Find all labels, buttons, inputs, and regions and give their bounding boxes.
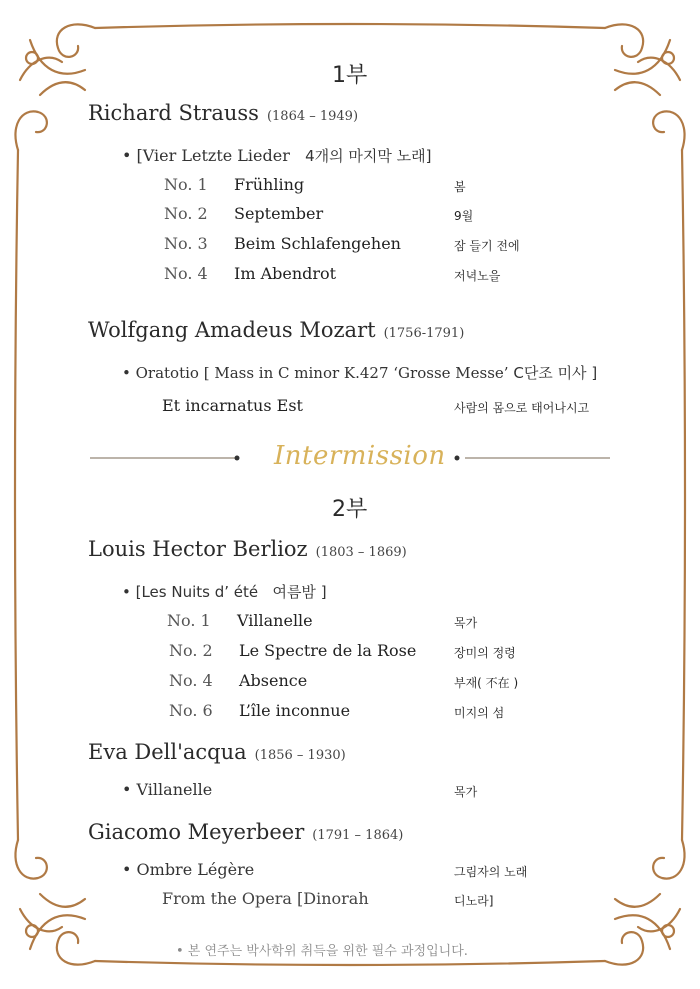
opera-source: From the Opera [Dinorah [162,889,369,908]
song-number: No. 2 [169,641,213,660]
song-row [164,204,323,223]
work-title-text: • Oratotio [ Mass in C minor K.427 ‘Grosse Messe’ [122,364,509,382]
work-title [122,581,327,602]
footer-note: • 본 연주는 박사학위 취득을 위한 필수 과정입니다. [176,944,468,959]
song-title: Absence [239,671,308,690]
work-title-ko: C단조 미사 ] [513,364,598,382]
intermission-label: Intermission [274,441,446,471]
song-number: No. 3 [164,234,208,253]
song-number: No. 4 [169,671,213,690]
composer-years: (1791 – 1864) [312,828,404,843]
song-title-ko: 부재( 不在 ) [454,676,519,690]
work-title-ko: 여름밤 ] [272,583,327,601]
song-title: Frühling [234,175,305,194]
song-number: No. 4 [164,264,208,283]
song-title: September [234,204,324,223]
composer-name: Wolfgang Amadeus Mozart [88,318,376,342]
composer-berlioz [88,537,407,561]
work-title: • Villanelle [122,780,213,799]
song-title-ko: 9월 [454,209,474,223]
intermission-divider [90,440,610,476]
song-number: No. 1 [164,175,208,194]
song-number: No. 2 [164,204,208,223]
song-title-ko: 잠 들기 전에 [454,239,520,253]
song-title-ko: 저녁노을 [454,269,501,283]
work-title: • Ombre Légère [122,860,255,879]
composer-years: (1803 – 1869) [315,545,407,560]
song-row [164,175,304,194]
composer-meyerbeer [88,820,403,844]
song-title: Le Spectre de la Rose [239,641,417,660]
composer-dellacqua [88,740,346,764]
work-title-text: • [Vier Letzte Lieder [122,146,290,165]
work-title-ko: 4개의 마지막 노래] [305,147,432,165]
song-number: No. 1 [167,611,211,630]
song-title: Et incarnatus Est [162,396,303,415]
song-title: Im Abendrot [234,264,337,283]
composer-years: (1856 – 1930) [254,748,346,763]
opera-source-ko: 디노라] [454,894,494,908]
song-title-ko: 목가 [454,616,478,630]
work-title [122,362,597,383]
work-title-text: • [Les Nuits d’ été [122,583,259,601]
song-title: L’île inconnue [239,701,351,720]
composer-name: Richard Strauss [88,101,259,125]
song-title: Beim Schlafengehen [234,234,401,253]
composer-name: Louis Hector Berlioz [88,537,308,561]
composer-strauss [88,101,358,125]
song-row [164,264,336,283]
composer-name: Giacomo Meyerbeer [88,820,305,844]
composer-name: Eva Dell'acqua [88,740,247,764]
song-title-ko: 장미의 정령 [454,646,516,660]
song-row [164,234,401,253]
work-title [122,145,432,166]
song-row [169,701,350,720]
song-row [169,671,307,690]
song-title-ko: 봄 [454,180,466,194]
part2-title: 2부 [332,497,368,522]
composer-years: (1756-1791) [383,326,465,341]
song-row [169,641,416,660]
song-number: No. 6 [169,701,213,720]
composer-years: (1864 – 1949) [266,109,359,124]
part1-title: 1부 [332,63,368,88]
work-title-ko: 목가 [454,785,478,799]
work-title-ko: 그림자의 노래 [454,865,528,879]
song-row [167,611,313,630]
composer-mozart [88,318,464,342]
song-title-ko: 사람의 몸으로 태어나시고 [454,401,590,415]
song-title: Villanelle [237,611,313,630]
song-title-ko: 미지의 섬 [454,706,505,720]
